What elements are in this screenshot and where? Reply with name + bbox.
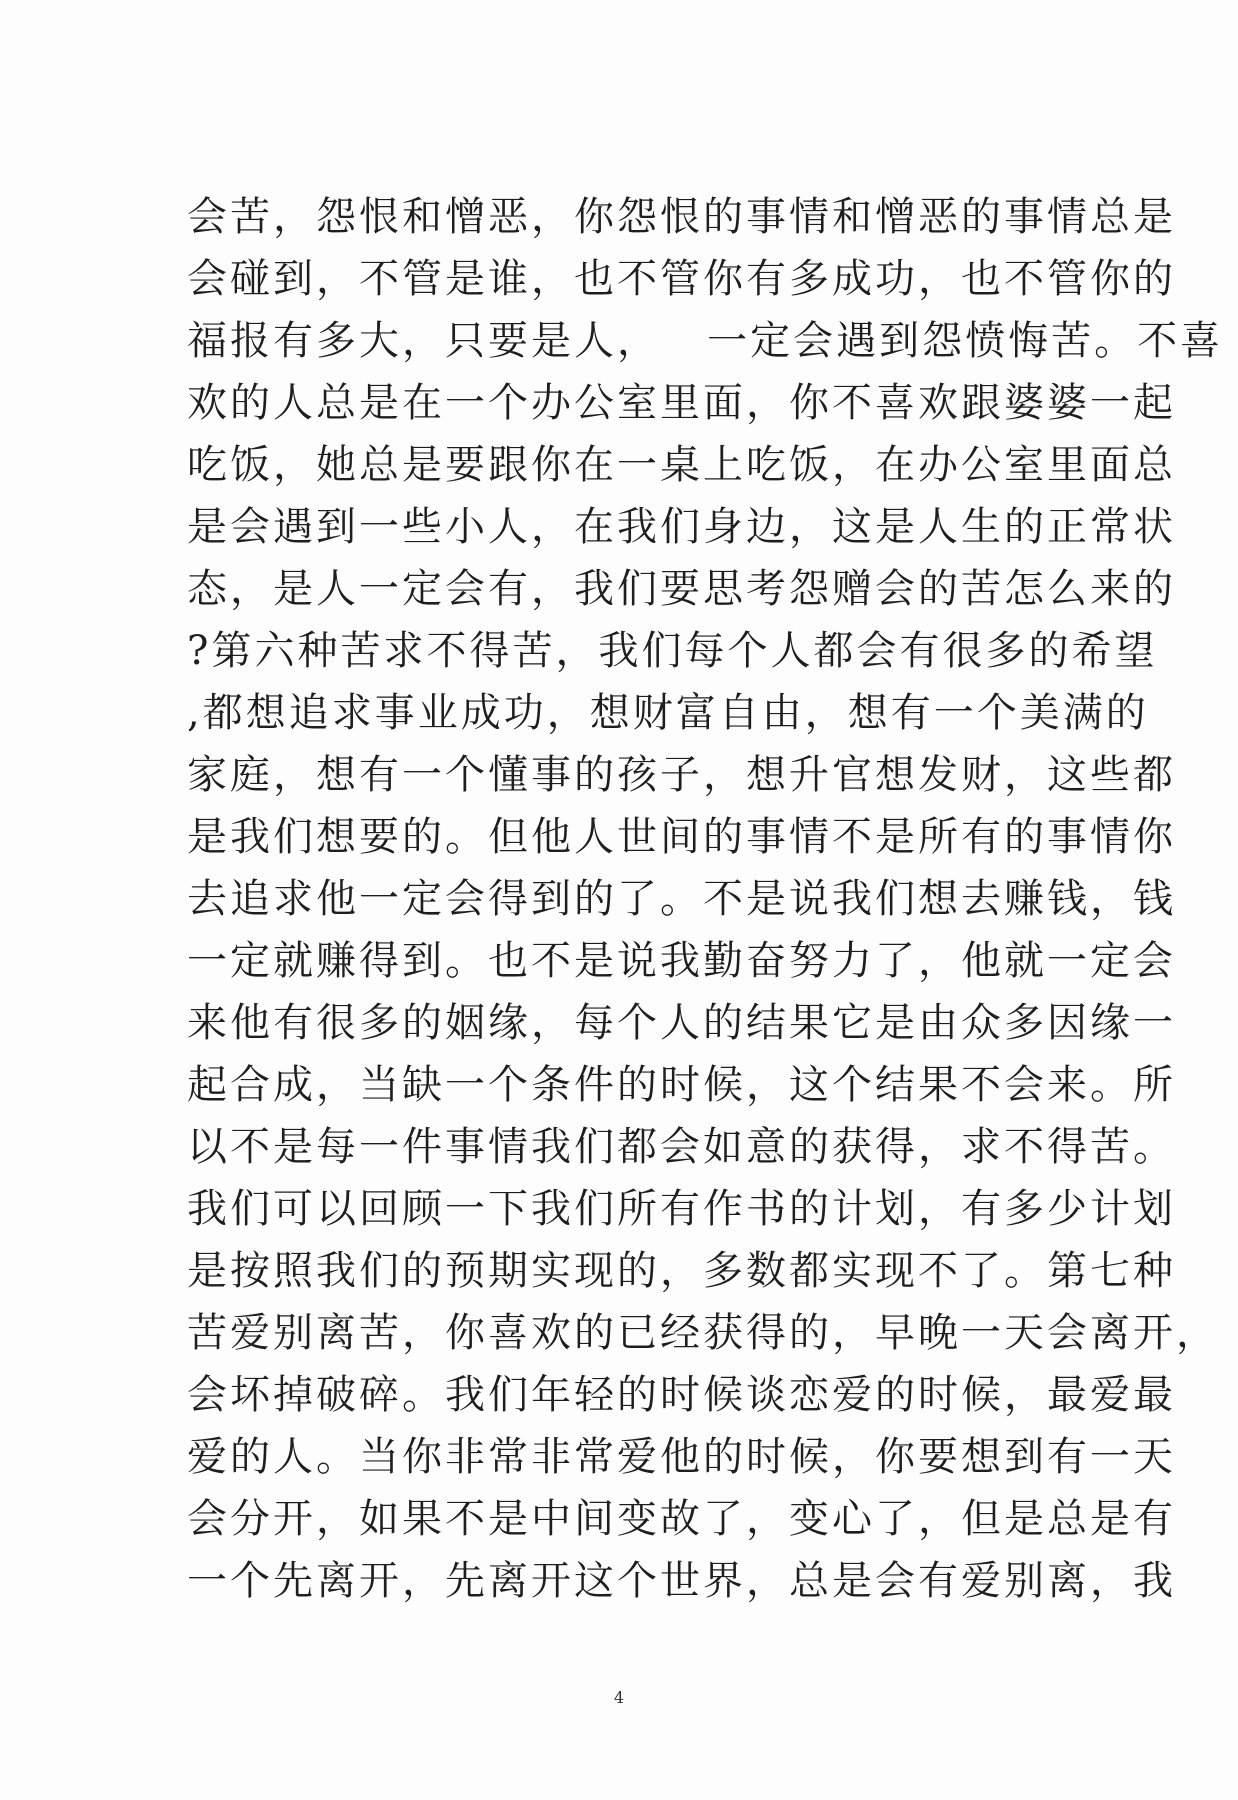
text-line: 苦爱别离苦，你喜欢的已经获得的，早晚一天会离开，	[187, 1310, 1219, 1356]
text-line: 爱的人。当你非常非常爱他的时候，你要想到有一天	[187, 1434, 1176, 1480]
text-line: 去追求他一定会得到的了。不是说我们想去赚钱，钱	[187, 876, 1176, 922]
text-line: ?第六种苦求不得苦，我们每个人都会有很多的希望	[187, 628, 1158, 674]
text-line: 欢的人总是在一个办公室里面，你不喜欢跟婆婆一起	[187, 380, 1176, 426]
text-line: ,都想追求事业成功，想财富自由，想有一个美满的	[187, 690, 1149, 736]
text-line: 以不是每一件事情我们都会如意的获得，求不得苦。	[187, 1124, 1176, 1170]
text-line: 是我们想要的。但他人世间的事情不是所有的事情你	[187, 814, 1176, 860]
body-text	[187, 186, 1224, 1612]
text-line: 来他有很多的姻缘，每个人的结果它是由众多因缘一	[187, 1000, 1176, 1046]
text-line: 会分开，如果不是中间变故了，变心了，但是总是有	[187, 1496, 1176, 1542]
text-line: 是按照我们的预期实现的，多数都实现不了。第七种	[187, 1248, 1176, 1294]
text-line: 我们可以回顾一下我们所有作书的计划，有多少计划	[187, 1186, 1176, 1232]
text-line: 起合成，当缺一个条件的时候，这个结果不会来。所	[187, 1062, 1176, 1108]
text-line: 态，是人一定会有，我们要思考怨赠会的苦怎么来的	[187, 566, 1176, 612]
text-line: 是会遇到一些小人，在我们身边，这是人生的正常状	[187, 504, 1176, 550]
text-line: 吃饭，她总是要跟你在一桌上吃饭，在办公室里面总	[187, 442, 1176, 488]
text-line: 会坏掉破碎。我们年轻的时候谈恋爱的时候，最爱最	[187, 1372, 1176, 1418]
text-line: 一定就赚得到。也不是说我勤奋努力了，他就一定会	[187, 938, 1176, 984]
text-line: 会碰到，不管是谁，也不管你有多成功，也不管你的	[187, 256, 1176, 302]
text-line: 一个先离开，先离开这个世界，总是会有爱别离，我	[187, 1558, 1176, 1604]
text-line: 家庭，想有一个懂事的孩子，想升官想发财，这些都	[187, 752, 1176, 798]
page-number: 4	[613, 1688, 625, 1707]
text-line: 福报有多大，只要是人， 一定会遇到怨愤悔苦。不喜	[187, 318, 1224, 364]
text-line: 会苦，怨恨和憎恶，你怨恨的事情和憎恶的事情总是	[187, 194, 1176, 240]
